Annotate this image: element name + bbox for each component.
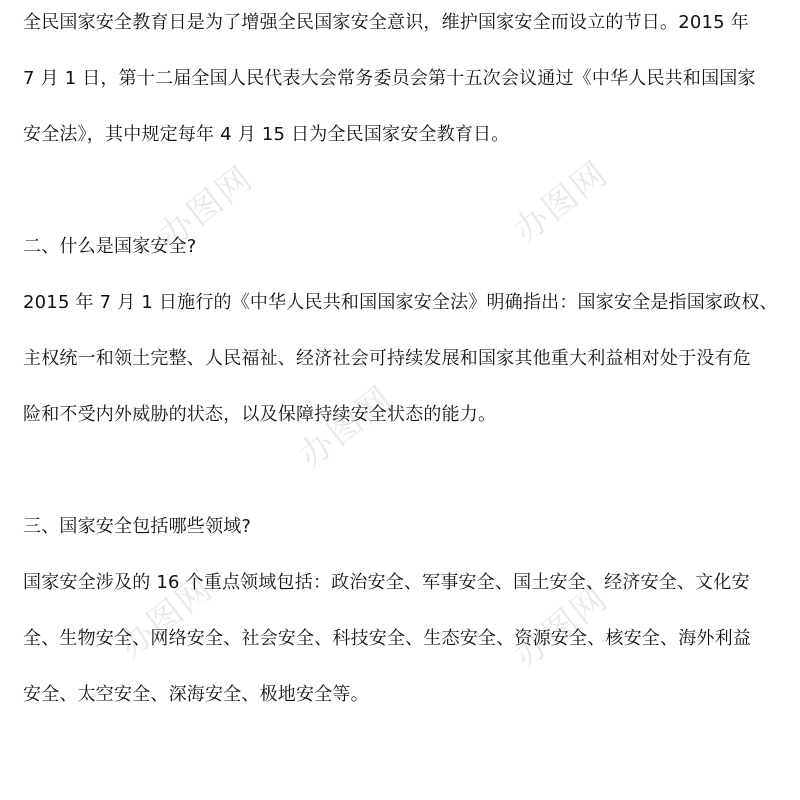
section-2-heading: 二、什么是国家安全? xyxy=(23,236,197,257)
watermark: 办图网 xyxy=(506,153,617,252)
section-3-line-1: 国家安全涉及的 16 个重点领域包括：政治安全、军事安全、国土安全、经济安全、文化安 xyxy=(23,572,750,593)
paragraph-1-line-1: 全民国家安全教育日是为了增强全民国家安全意识，维护国家安全而设立的节日。2015 年 xyxy=(23,12,749,33)
section-2-line-1: 2015 年 7 月 1 日施行的《中华人民共和国国家安全法》明确指出：国家安全是指国家政权、 xyxy=(23,292,778,313)
watermark: 办图网 xyxy=(506,578,617,677)
section-3-line-2: 全、生物安全、网络安全、社会安全、科技安全、生态安全、资源安全、核安全、海外利益 xyxy=(23,628,751,649)
watermark: 办图网 xyxy=(111,568,222,667)
section-2-line-2: 主权统一和领土完整、人民福祉、经济社会可持续发展和国家其他重大利益相对处于没有危 xyxy=(23,348,751,369)
paragraph-1-line-2: 7 月 1 日，第十二届全国人民代表大会常务委员会第十五次会议通过《中华人民共和国国家 xyxy=(23,68,756,89)
watermark: 办图网 xyxy=(151,158,262,257)
section-2-line-3: 险和不受内外威胁的状态，以及保障持续安全状态的能力。 xyxy=(23,404,497,425)
paragraph-1-line-3: 安全法》，其中规定每年 4 月 15 日为全民国家安全教育日。 xyxy=(23,124,510,145)
watermark: 办图网 xyxy=(291,378,402,477)
section-3-heading: 三、国家安全包括哪些领域? xyxy=(23,516,252,537)
section-3-line-3: 安全、太空安全、深海安全、极地安全等。 xyxy=(23,684,369,705)
